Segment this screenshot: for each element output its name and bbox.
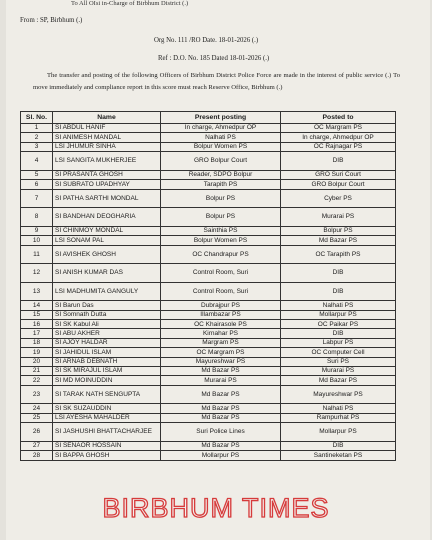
- transfer-table: [20, 111, 396, 461]
- posted-to-cell: Nalhati PS: [281, 404, 396, 413]
- present-posting-cell: Kirnahar PS: [161, 329, 281, 338]
- posted-to-cell: OC Paikar PS: [281, 320, 396, 329]
- serial-number-cell: 25: [21, 413, 53, 422]
- officer-name-cell: SI SK Kabul Ali: [53, 320, 161, 329]
- table-row: [21, 282, 396, 301]
- officer-name-cell: SI BAPPA GHOSH: [53, 451, 161, 460]
- present-posting-cell: Bolpur PS: [161, 189, 281, 208]
- serial-number-cell: 28: [21, 451, 53, 460]
- posted-to-cell: Bolpur PS: [281, 226, 396, 235]
- officer-name-cell: LSI JHUMUR SINHA: [53, 142, 161, 151]
- reference-number-line: Ref : D.O. No. 185 Dated 18-01-2026 (.): [158, 55, 270, 62]
- table-row: [21, 385, 396, 404]
- officer-name-cell: SI AJOY HALDAR: [53, 338, 161, 347]
- present-posting-cell: Illambazar PS: [161, 310, 281, 319]
- table-row: [21, 124, 396, 133]
- table-row: [21, 367, 396, 376]
- table-row: [21, 245, 396, 264]
- serial-number-cell: 22: [21, 376, 53, 385]
- present-posting-cell: Tarapith PS: [161, 180, 281, 189]
- serial-number-cell: 5: [21, 170, 53, 179]
- present-posting-cell: In charge, Ahmedpur OP: [161, 124, 281, 133]
- officer-name-cell: SI ABDUL HANIF: [53, 124, 161, 133]
- present-posting-cell: Mayureshwar PS: [161, 357, 281, 366]
- officer-name-cell: LSI SONAM PAL: [53, 236, 161, 245]
- present-posting-cell: Sainthia PS: [161, 226, 281, 235]
- officer-name-cell: SI Somnath Dutta: [53, 310, 161, 319]
- posted-to-cell: DIB: [281, 152, 396, 171]
- table-row: [21, 236, 396, 245]
- present-posting-cell: Bolpur PS: [161, 208, 281, 227]
- serial-number-cell: 27: [21, 441, 53, 450]
- present-posting-cell: Mollarpur PS: [161, 451, 281, 460]
- serial-number-cell: 3: [21, 142, 53, 151]
- header-sl-no: Sl. No.: [21, 112, 53, 124]
- officer-name-cell: SI PRASANTA GHOSH: [53, 170, 161, 179]
- serial-number-cell: 24: [21, 404, 53, 413]
- table-row: [21, 152, 396, 171]
- posted-to-cell: OC Tarapith PS: [281, 245, 396, 264]
- addressee-line: To All OIsi in-Charge of Birbhum District (.): [71, 0, 189, 7]
- serial-number-cell: 18: [21, 338, 53, 347]
- serial-number-cell: 4: [21, 152, 53, 171]
- present-posting-cell: Md Bazar PS: [161, 413, 281, 422]
- officer-name-cell: SI AVISHEK GHOSH: [53, 245, 161, 264]
- header-present-posting: Present posting: [161, 112, 281, 124]
- intro-paragraph: [33, 70, 400, 94]
- officer-name-cell: LSI MADHUMITA GANGULY: [53, 282, 161, 301]
- officer-name-cell: LSI AYESHA MAHALDER: [53, 413, 161, 422]
- officer-name-cell: SI ANIMESH MANDAL: [53, 133, 161, 142]
- serial-number-cell: 6: [21, 180, 53, 189]
- present-posting-cell: OC Margram PS: [161, 348, 281, 357]
- posted-to-cell: Suri PS: [281, 357, 396, 366]
- org-number-line: Org No. 111 /RO Date. 18-01-2026 (.): [154, 37, 259, 44]
- table-row: [21, 208, 396, 227]
- posted-to-cell: Nalhati PS: [281, 301, 396, 310]
- officer-name-cell: SI CHINMOY MONDAL: [53, 226, 161, 235]
- posted-to-cell: Mayureshwar PS: [281, 385, 396, 404]
- officer-name-cell: SI MD MOINUDDIN: [53, 376, 161, 385]
- serial-number-cell: 20: [21, 357, 53, 366]
- posted-to-cell: DIB: [281, 329, 396, 338]
- present-posting-cell: Margram PS: [161, 338, 281, 347]
- posted-to-cell: DIB: [281, 282, 396, 301]
- serial-number-cell: 10: [21, 236, 53, 245]
- table-row: [21, 189, 396, 208]
- serial-number-cell: 1: [21, 124, 53, 133]
- present-posting-cell: OC Khairasole PS: [161, 320, 281, 329]
- officer-name-cell: SI ARNAB DEBNATH: [53, 357, 161, 366]
- serial-number-cell: 23: [21, 385, 53, 404]
- present-posting-cell: GRO Bolpur Court: [161, 152, 281, 171]
- serial-number-cell: 11: [21, 245, 53, 264]
- posted-to-cell: DIB: [281, 441, 396, 450]
- table-row: [21, 376, 396, 385]
- officer-name-cell: SI JAHIDUL ISLAM: [53, 348, 161, 357]
- intro-text: The transfer and posting of the following Officers of Birbhum District Police Force are made in the interest of public service (.) To move immediately and compliance report in this score must reach Reserve Office, Birbhum (.): [33, 72, 400, 91]
- present-posting-cell: Bolpur Women PS: [161, 142, 281, 151]
- watermark-logo-text: BIRBHUM TIMES: [102, 493, 330, 523]
- table-row: [21, 441, 396, 450]
- table-row: [21, 264, 396, 283]
- officer-name-cell: SI TARAK NATH SENGUPTA: [53, 385, 161, 404]
- serial-number-cell: 26: [21, 423, 53, 442]
- table-row: [21, 301, 396, 310]
- table-row: [21, 170, 396, 179]
- table-row: [21, 413, 396, 422]
- table-row: [21, 226, 396, 235]
- posted-to-cell: GRO Suri Court: [281, 170, 396, 179]
- table-body: [21, 124, 396, 461]
- present-posting-cell: Dubrajpur PS: [161, 301, 281, 310]
- table-row: [21, 451, 396, 460]
- table-row: [21, 348, 396, 357]
- table-row: [21, 310, 396, 319]
- serial-number-cell: 13: [21, 282, 53, 301]
- serial-number-cell: 16: [21, 320, 53, 329]
- serial-number-cell: 14: [21, 301, 53, 310]
- present-posting-cell: Control Room, Suri: [161, 264, 281, 283]
- table-row: [21, 423, 396, 442]
- officer-name-cell: SI ANISH KUMAR DAS: [53, 264, 161, 283]
- posted-to-cell: Mollarpur PS: [281, 423, 396, 442]
- posted-to-cell: Md Bazar PS: [281, 376, 396, 385]
- present-posting-cell: Md Bazar PS: [161, 404, 281, 413]
- posted-to-cell: Murarai PS: [281, 367, 396, 376]
- officer-name-cell: SI SUBRATO UPADHYAY: [53, 180, 161, 189]
- table-header-row: [21, 112, 396, 124]
- from-line: From : SP, Birbhum (.): [20, 17, 83, 24]
- officer-name-cell: SI JASHUSHI BHATTACHARJEE: [53, 423, 161, 442]
- table-row: [21, 320, 396, 329]
- present-posting-cell: Md Bazar PS: [161, 385, 281, 404]
- present-posting-cell: Md Bazar PS: [161, 367, 281, 376]
- serial-number-cell: 2: [21, 133, 53, 142]
- table-row: [21, 329, 396, 338]
- officer-name-cell: SI SK MIRAJUL ISLAM: [53, 367, 161, 376]
- present-posting-cell: Suri Police Lines: [161, 423, 281, 442]
- posted-to-cell: OC Rajnagar PS: [281, 142, 396, 151]
- officer-name-cell: LSI SANGITA MUKHERJEE: [53, 152, 161, 171]
- table-row: [21, 357, 396, 366]
- serial-number-cell: 12: [21, 264, 53, 283]
- table-row: [21, 338, 396, 347]
- table-row: [21, 133, 396, 142]
- posted-to-cell: OC Computer Cell: [281, 348, 396, 357]
- posted-to-cell: DIB: [281, 264, 396, 283]
- serial-number-cell: 19: [21, 348, 53, 357]
- serial-number-cell: 7: [21, 189, 53, 208]
- posted-to-cell: Labpur PS: [281, 338, 396, 347]
- officer-name-cell: SI SENAOR HOSSAIN: [53, 441, 161, 450]
- posted-to-cell: Santineketan PS: [281, 451, 396, 460]
- table-row: [21, 404, 396, 413]
- posted-to-cell: GRO Bolpur Court: [281, 180, 396, 189]
- officer-name-cell: SI BANDHAN DEOGHARIA: [53, 208, 161, 227]
- officer-name-cell: SI SK SUZAUDDIN: [53, 404, 161, 413]
- table-row: [21, 180, 396, 189]
- posted-to-cell: Rampurhat PS: [281, 413, 396, 422]
- serial-number-cell: 9: [21, 226, 53, 235]
- officer-name-cell: SI ABU AKHER: [53, 329, 161, 338]
- serial-number-cell: 17: [21, 329, 53, 338]
- posted-to-cell: Cyber PS: [281, 189, 396, 208]
- posted-to-cell: OC Margram PS: [281, 124, 396, 133]
- header-posted-to: Posted to: [281, 112, 396, 124]
- present-posting-cell: OC Chandrapur PS: [161, 245, 281, 264]
- present-posting-cell: Murarai PS: [161, 376, 281, 385]
- posted-to-cell: Mollarpur PS: [281, 310, 396, 319]
- present-posting-cell: Nalhati PS: [161, 133, 281, 142]
- officer-name-cell: SI PATHA SARTHI MONDAL: [53, 189, 161, 208]
- table-row: [21, 142, 396, 151]
- posted-to-cell: In charge, Ahmedpur OP: [281, 133, 396, 142]
- posted-to-cell: Md Bazar PS: [281, 236, 396, 245]
- present-posting-cell: Control Room, Suri: [161, 282, 281, 301]
- serial-number-cell: 21: [21, 367, 53, 376]
- officer-name-cell: SI Barun Das: [53, 301, 161, 310]
- header-name: Name: [53, 112, 161, 124]
- serial-number-cell: 8: [21, 208, 53, 227]
- posted-to-cell: Murarai PS: [281, 208, 396, 227]
- present-posting-cell: Bolpur Women PS: [161, 236, 281, 245]
- present-posting-cell: Md Bazar PS: [161, 441, 281, 450]
- serial-number-cell: 15: [21, 310, 53, 319]
- present-posting-cell: Reader, SDPO Bolpur: [161, 170, 281, 179]
